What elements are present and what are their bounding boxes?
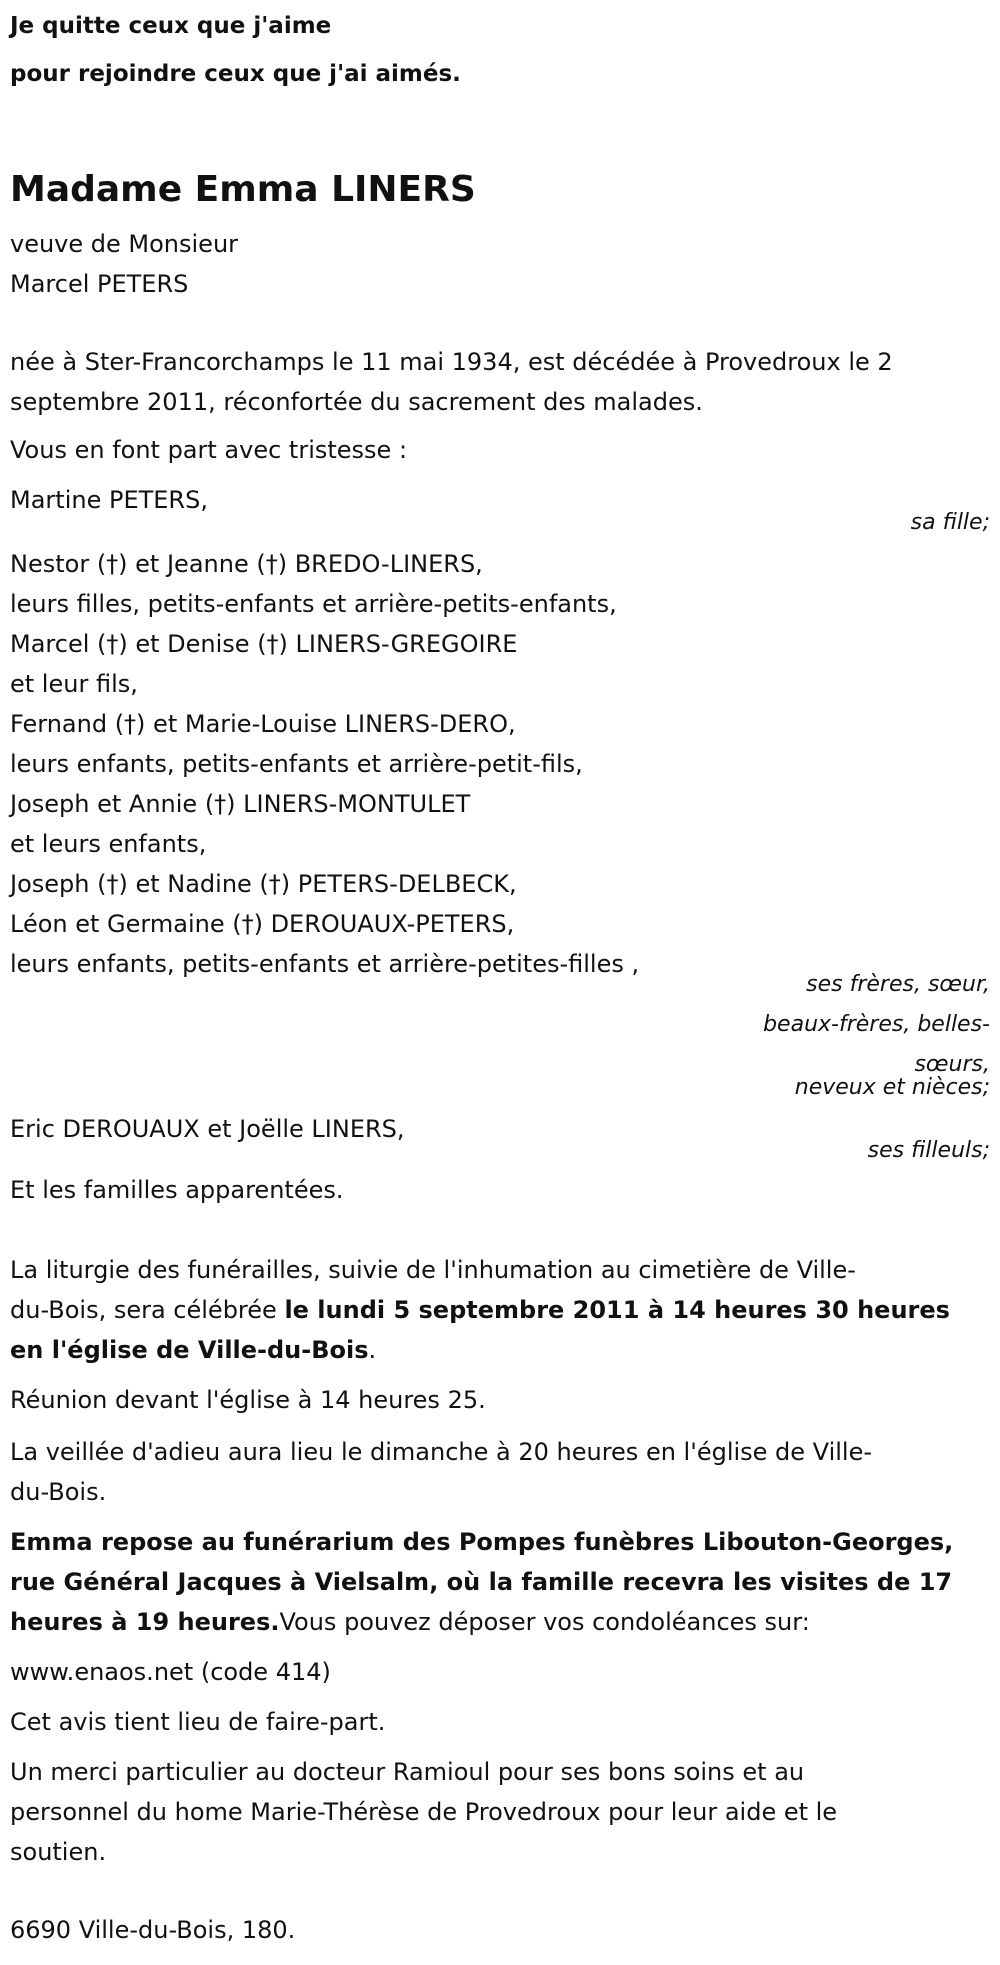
family-role-line-1: ses frères, sœur,	[806, 972, 990, 997]
family-line-4: et leur fils,	[10, 670, 138, 698]
widow-line-2: Marcel PETERS	[10, 270, 189, 298]
daughter-role: sa fille;	[910, 510, 990, 535]
liturgy-line-2-bold: le lundi 5 septembre 2011 à 14 heures 30 heures	[284, 1296, 950, 1324]
widow-line-1: veuve de Monsieur	[10, 230, 239, 258]
liturgy-line-2	[10, 1290, 990, 1330]
family-role-line-3: sœurs,	[914, 1052, 990, 1077]
meeting-text: Réunion devant l'église à 14 heures 25.	[10, 1386, 486, 1414]
family-line-9: Joseph (†) et Nadine (†) PETERS-DELBECK,	[10, 870, 517, 898]
relatives-text: Et les familles apparentées.	[10, 1176, 344, 1204]
birth-line-1: née à Ster-Francorchamps le 11 mai 1934, est décédée à Provedroux le 2	[10, 348, 893, 376]
godchildren-names: Eric DEROUAUX et Joëlle LINERS,	[10, 1115, 405, 1143]
website-link[interactable]: www.enaos.net (code 414)	[10, 1658, 331, 1686]
thanks-line-1: Un merci particulier au docteur Ramioul pour ses bons soins et au	[10, 1758, 805, 1786]
liturgy-line-2-plain: du-Bois, sera célébrée	[10, 1296, 285, 1324]
quote-line-1: Je quitte ceux que j'aime	[10, 13, 332, 39]
family-line-1: Nestor (†) et Jeanne (†) BREDO-LINERS,	[10, 550, 483, 578]
address-text: 6690 Ville-du-Bois, 180.	[10, 1916, 296, 1944]
vigil-line-1: La veillée d'adieu aura lieu le dimanche à 20 heures en l'église de Ville-	[10, 1438, 872, 1466]
family-role-line-2: beaux-frères, belles-	[763, 1012, 990, 1037]
vigil-line-2: du-Bois.	[10, 1478, 107, 1506]
quote-line-2: pour rejoindre ceux que j'ai aimés.	[10, 61, 461, 87]
family-line-5: Fernand (†) et Marie-Louise LINERS-DERO,	[10, 710, 516, 738]
thanks-line-2: personnel du home Marie-Thérèse de Provedroux pour leur aide et le	[10, 1798, 838, 1826]
funeral-home-line-3-plain: Vous pouvez déposer vos condoléances sur:	[279, 1608, 810, 1636]
deceased-name: Madame Emma LINERS	[10, 169, 476, 210]
thanks-line-3: soutien.	[10, 1838, 107, 1866]
liturgy-line-3	[10, 1330, 990, 1370]
family-line-7: Joseph et Annie (†) LINERS-MONTULET	[10, 790, 471, 818]
family-line-2: leurs filles, petits-enfants et arrière-petits-enfants,	[10, 590, 617, 618]
birth-line-2: septembre 2011, réconfortée du sacrement des malades.	[10, 388, 703, 416]
funeral-home-line-2-bold: rue Général Jacques à Vielsalm, où la famille recevra les visites de 17	[10, 1568, 953, 1596]
family-line-11: leurs enfants, petits-enfants et arrière-petites-filles ,	[10, 950, 640, 978]
godchildren-role: ses filleuls;	[867, 1138, 990, 1163]
family-line-3: Marcel (†) et Denise (†) LINERS-GREGOIRE	[10, 630, 518, 658]
funeral-home-line-3	[10, 1602, 990, 1642]
family-role-line-4: neveux et nièces;	[794, 1075, 990, 1100]
liturgy-line-3-bold: en l'église de Ville-du-Bois	[10, 1336, 369, 1364]
family-line-8: et leurs enfants,	[10, 830, 207, 858]
family-line-10: Léon et Germaine (†) DEROUAUX-PETERS,	[10, 910, 515, 938]
funeral-home-line-1	[10, 1522, 990, 1562]
funeral-home-line-1-bold: Emma repose au funérarium des Pompes funèbres Libouton-Georges,	[10, 1528, 954, 1556]
liturgy-line-3-end: .	[368, 1336, 377, 1364]
funeral-home-line-3-bold: heures à 19 heures.	[10, 1608, 280, 1636]
announce-text: Vous en font part avec tristesse :	[10, 436, 408, 464]
family-line-6: leurs enfants, petits-enfants et arrière-petit-fils,	[10, 750, 583, 778]
liturgy-line-1: La liturgie des funérailles, suivie de l'inhumation au cimetière de Ville-	[10, 1256, 856, 1284]
funeral-home-line-2	[10, 1562, 990, 1602]
notice-text: Cet avis tient lieu de faire-part.	[10, 1708, 386, 1736]
daughter-name: Martine PETERS,	[10, 486, 208, 514]
